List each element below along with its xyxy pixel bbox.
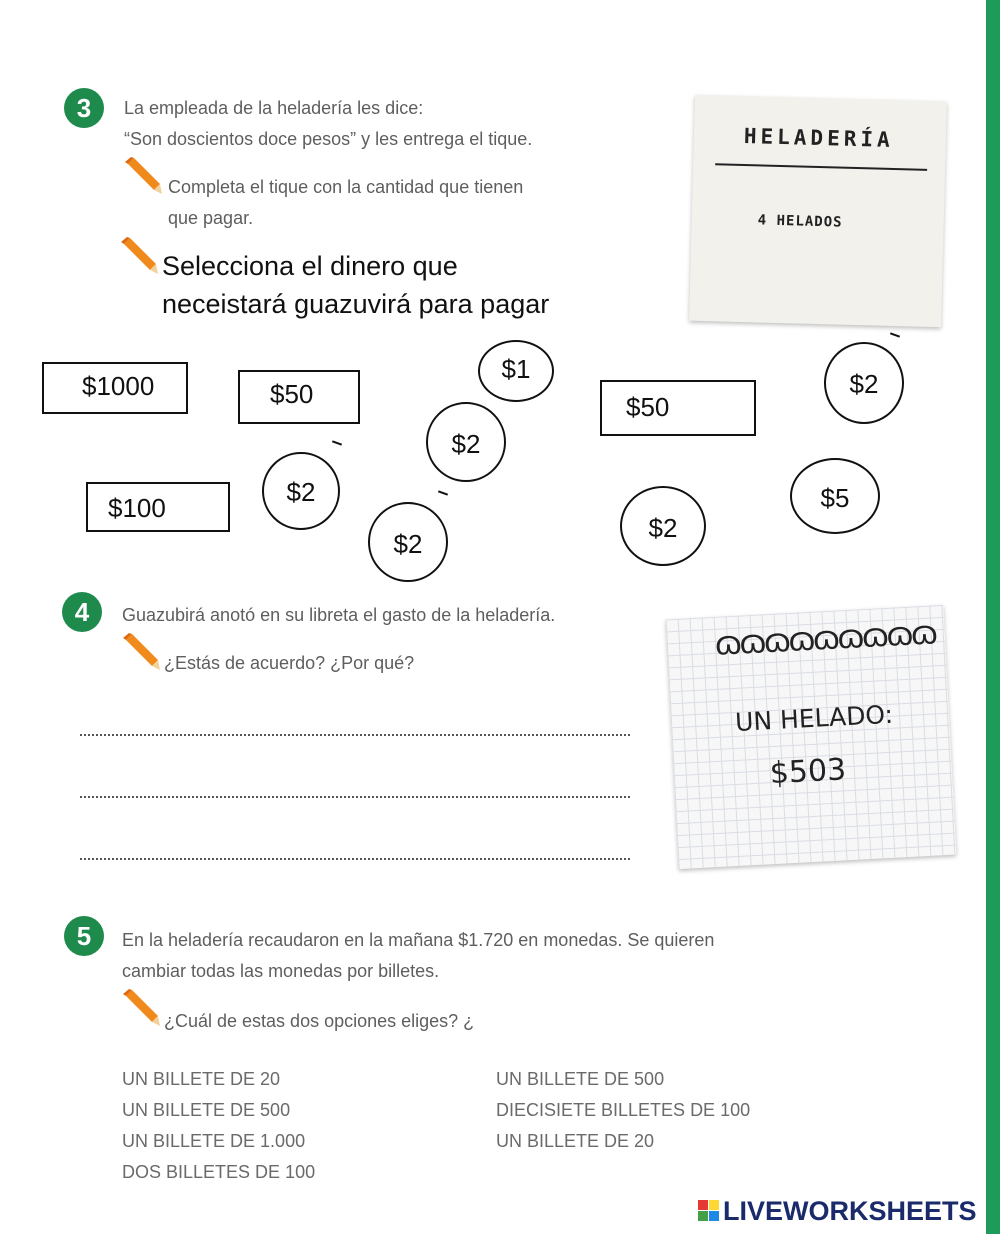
q3-instruction2-line2: neceistará guazuvirá para pagar	[162, 289, 550, 319]
bill-100[interactable]: $100	[86, 482, 230, 532]
option-a-item: UN BILLETE DE 1.000	[122, 1131, 306, 1151]
ticket-title: HELADERÍA	[743, 124, 894, 152]
q5-question: ¿Cuál de estas dos opciones eliges? ¿	[164, 1011, 475, 1031]
answer-line[interactable]	[80, 734, 630, 736]
answer-line[interactable]	[80, 858, 630, 860]
note-amount: $503	[768, 752, 848, 792]
q3-instruction2-line1: Selecciona el dinero que	[162, 251, 458, 281]
bill-50[interactable]: $50	[238, 370, 360, 424]
ticket-item: 4 HELADOS	[757, 212, 843, 231]
answer-line[interactable]	[80, 796, 630, 798]
coin-2[interactable]: $2	[426, 402, 506, 482]
coin-1[interactable]: $1	[478, 340, 554, 402]
q3-text-line2: “Son doscientos doce pesos” y les entrega el tique.	[124, 129, 533, 149]
coin-5[interactable]: $5	[790, 458, 880, 534]
coin-2[interactable]: $2	[368, 502, 448, 582]
coin-mark	[332, 440, 342, 445]
pencil-icon	[120, 236, 160, 276]
notebook-note	[666, 605, 957, 869]
q3-instruction1-line2: que pagar.	[168, 208, 254, 228]
coin-2[interactable]: $2	[262, 452, 340, 530]
note-label: UN HELADO:	[734, 699, 894, 737]
q5-text-line2: cambiar todas las monedas por billetes.	[122, 961, 440, 981]
logo-blocks-icon	[698, 1200, 720, 1222]
option-a-item: DOS BILLETES DE 100	[122, 1162, 316, 1182]
q3-instruction1-line1: Completa el tique con la cantidad que tienen	[168, 177, 524, 197]
question-5-number: 5	[64, 916, 104, 956]
liveworksheets-logo	[698, 1196, 977, 1227]
option-b-item: UN BILLETE DE 20	[496, 1131, 655, 1151]
pencil-icon	[122, 632, 162, 672]
bill-50[interactable]: $50	[600, 380, 756, 436]
coin-2[interactable]: $2	[620, 486, 706, 566]
pencil-icon	[124, 156, 164, 196]
q5-text-line1: En la heladería recaudaron en la mañana $1.720 en monedas. Se quieren	[122, 930, 715, 950]
logo-text: LIVEWORKSHEETS	[723, 1196, 977, 1226]
question-3-number: 3	[64, 88, 104, 128]
question-4-number: 4	[62, 592, 102, 632]
spiral-binding: ɷɷɷɷɷɷɷɷɷ	[714, 613, 937, 663]
coin-2[interactable]: $2	[824, 342, 904, 424]
side-green-bar	[986, 0, 1000, 1234]
coin-mark	[438, 490, 448, 495]
ticket-divider	[715, 163, 927, 171]
q4-question: ¿Estás de acuerdo? ¿Por qué?	[164, 653, 415, 673]
bill-1000[interactable]: $1000	[42, 362, 188, 414]
option-a-item: UN BILLETE DE 20	[122, 1069, 281, 1089]
option-b-item: DIECISIETE BILLETES DE 100	[496, 1100, 751, 1120]
pencil-icon	[122, 988, 162, 1028]
ice-cream-ticket	[689, 95, 947, 328]
option-b-item: UN BILLETE DE 500	[496, 1069, 665, 1089]
q4-text-line1: Guazubirá anotó en su libreta el gasto de la heladería.	[122, 605, 556, 625]
coin-mark	[890, 332, 900, 337]
option-a-item: UN BILLETE DE 500	[122, 1100, 291, 1120]
q3-text-line1: La empleada de la heladería les dice:	[124, 98, 424, 118]
